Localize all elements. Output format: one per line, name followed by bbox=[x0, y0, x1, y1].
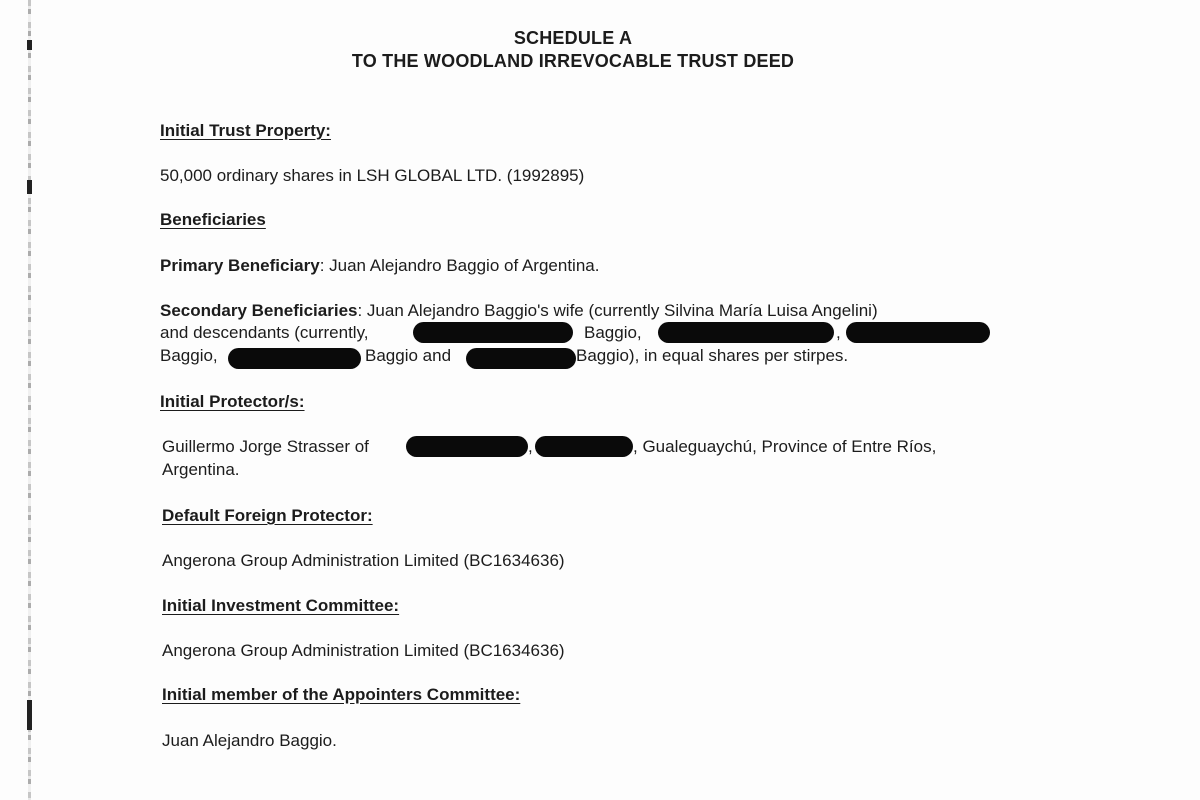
redaction-bar bbox=[466, 348, 576, 369]
initial-protector-line-1b: , bbox=[528, 437, 533, 456]
redaction-bar bbox=[228, 348, 361, 369]
default-foreign-protector-text: Angerona Group Administration Limited (BC1634636) bbox=[162, 551, 565, 570]
redaction-bar bbox=[535, 436, 633, 457]
primary-beneficiary-line bbox=[160, 256, 599, 276]
primary-beneficiary-label: Primary Beneficiary bbox=[160, 256, 320, 275]
initial-protector-line-2: Argentina. bbox=[162, 460, 240, 479]
secondary-beneficiaries-line-2b: Baggio, bbox=[584, 323, 642, 342]
scan-mark bbox=[27, 700, 32, 730]
heading-initial-trust-property: Initial Trust Property: bbox=[160, 121, 331, 140]
redaction-bar bbox=[846, 322, 990, 343]
schedule-subtitle: TO THE WOODLAND IRREVOCABLE TRUST DEED bbox=[351, 51, 795, 71]
secondary-beneficiaries-line-3a: Baggio, bbox=[160, 346, 218, 365]
initial-investment-committee-text: Angerona Group Administration Limited (BC1634636) bbox=[162, 641, 565, 660]
heading-appointers-committee: Initial member of the Appointers Committee: bbox=[162, 685, 521, 704]
secondary-beneficiaries-text: : Juan Alejandro Baggio's wife (currently Silvina María Luisa Angelini) bbox=[357, 301, 878, 320]
secondary-beneficiaries-line-3c: Baggio), in equal shares per stirpes. bbox=[576, 346, 849, 365]
initial-trust-property-text: 50,000 ordinary shares in LSH GLOBAL LTD. (1992895) bbox=[160, 166, 585, 185]
secondary-beneficiaries-line-3b: Baggio and bbox=[365, 346, 452, 365]
secondary-beneficiaries-label: Secondary Beneficiaries bbox=[160, 301, 358, 320]
secondary-beneficiaries-line-1 bbox=[160, 301, 878, 321]
scan-edge-artifact bbox=[28, 0, 31, 800]
redaction-bar bbox=[658, 322, 834, 343]
appointers-committee-text: Juan Alejandro Baggio. bbox=[162, 731, 337, 750]
schedule-title: SCHEDULE A bbox=[513, 28, 633, 48]
heading-default-foreign-protector: Default Foreign Protector: bbox=[162, 506, 373, 525]
heading-initial-investment-committee: Initial Investment Committee: bbox=[162, 596, 400, 615]
heading-beneficiaries: Beneficiaries bbox=[160, 210, 266, 229]
primary-beneficiary-text: : Juan Alejandro Baggio of Argentina. bbox=[319, 256, 600, 275]
secondary-beneficiaries-line-2c: , bbox=[836, 323, 841, 342]
redaction-bar bbox=[406, 436, 528, 457]
heading-initial-protectors: Initial Protector/s: bbox=[160, 392, 305, 411]
redaction-bar bbox=[413, 322, 573, 343]
scan-mark bbox=[27, 180, 32, 194]
initial-protector-line-1a: Guillermo Jorge Strasser of bbox=[162, 437, 369, 456]
secondary-beneficiaries-line-2a: and descendants (currently, bbox=[160, 323, 369, 342]
initial-protector-line-1c: , Gualeguaychú, Province of Entre Ríos, bbox=[633, 437, 937, 456]
